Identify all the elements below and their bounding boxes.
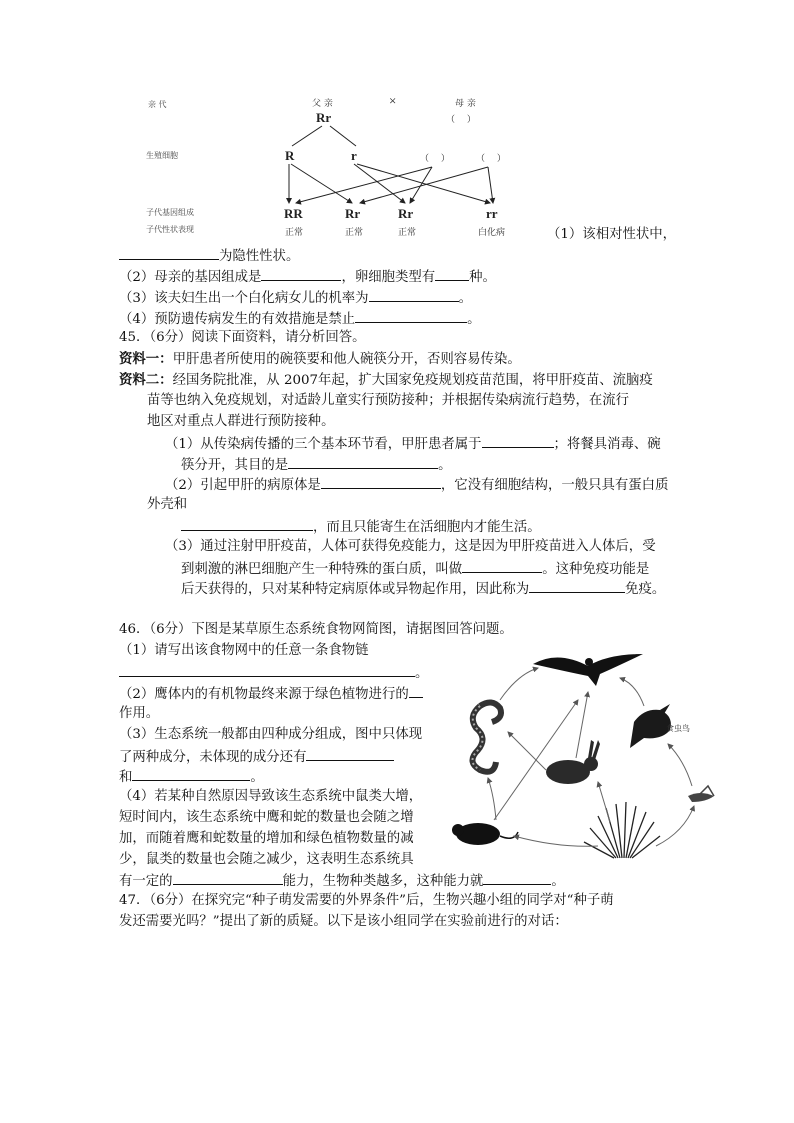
row-label-parents: 亲 代: [148, 100, 167, 109]
father-genotype: Rr: [316, 110, 332, 125]
q45-material-2-line3: 地区对重点人群进行预防接种。: [147, 414, 335, 429]
father-gamete-r: r: [351, 148, 357, 163]
q46-title: 46．（6分）下图是某草原生态系统食物网简图，请据图回答问题。: [119, 622, 513, 637]
q46-sub3-text-d: 。: [250, 770, 264, 785]
q44-part2: [119, 266, 496, 288]
insectivorous-bird-icon: [630, 704, 671, 748]
q46-sub4-l4: 少，鼠类的数量也会随之减少，这表明生态系统具: [119, 852, 414, 867]
row-label-child-phenotype: 子代性状表现: [146, 225, 194, 234]
q44-part3-text: （3）该夫妇生出一个白化病女儿的机率为: [119, 291, 369, 306]
answer-blank[interactable]: [119, 662, 415, 677]
mother-gamete-1: （ ）: [420, 154, 450, 164]
row-label-child-genotype: 子代基因组成: [146, 208, 194, 217]
q44-part4-end: 。: [467, 312, 481, 327]
q44-line2-text: 为隐性性状。: [219, 249, 300, 264]
q45-sub1-text-d: 。: [438, 458, 452, 473]
q45-sub2-text-d: ，而且只能寄生在活细胞内才能生活。: [313, 520, 541, 535]
q45-material-2-line2: 苗等也纳入免疫规划，对适龄儿童实行预防接种；并根据传染病流行趋势，在流行: [147, 393, 630, 408]
food-web-figure: [448, 636, 738, 866]
q45-sub3-cont2: [181, 578, 665, 600]
mouse-icon: [452, 823, 518, 845]
child-genotype-2: Rr: [345, 206, 361, 221]
q44-part1: [547, 225, 676, 245]
answer-blank[interactable]: [529, 578, 625, 593]
q45-sub2-text-b: ，它没有细胞结构，一般只具有蛋白质: [440, 478, 669, 493]
answer-blank[interactable]: [173, 870, 283, 885]
q44-part2-text-c: 种。: [469, 270, 496, 285]
answer-blank[interactable]: [435, 266, 469, 281]
q46-sub4-text-g: 。: [551, 874, 565, 889]
mother-gamete-2: （ ）: [476, 154, 506, 164]
mother-label: 母 亲: [455, 99, 476, 109]
q45-sub3-text-e: 免疫。: [625, 582, 666, 597]
answer-blank[interactable]: [288, 454, 438, 469]
answer-blank[interactable]: [355, 308, 467, 323]
q46-sub1-cont: [119, 662, 428, 684]
q45-sub1: [165, 433, 661, 455]
q46-sub4-text-f: 能力，生物种类越多，这种能力就: [282, 874, 484, 889]
q45-title: 45．（6分）阅读下面资料，请分析回答。: [119, 330, 366, 345]
q45-sub2-cont: 外壳和: [147, 497, 188, 512]
q46-sub2: [119, 683, 423, 705]
q47-line2: 发还需要光吗？”提出了新的质疑。以下是该小组同学在实验前进行的对话：: [119, 914, 568, 929]
grasshopper-icon: [688, 786, 714, 802]
child-phenotype-1: 正常: [285, 228, 304, 238]
answer-blank[interactable]: [369, 287, 459, 302]
material-2-label: 资料二：: [119, 372, 173, 388]
q45-sub3-cont: [181, 558, 649, 580]
snake-icon: [472, 702, 501, 771]
material-1-label: 资料一：: [119, 351, 173, 367]
answer-blank[interactable]: [261, 266, 341, 281]
q45-material-1: [119, 349, 521, 370]
pedigree-diagram: [0, 0, 560, 240]
q45-sub2: [165, 474, 668, 496]
q45-material-2: [119, 370, 653, 391]
q45-sub2-cont2: [181, 516, 541, 538]
q45-sub1-text-c: 筷分开，其目的是: [181, 458, 289, 473]
q44-part4: [119, 308, 481, 330]
answer-blank[interactable]: [483, 870, 551, 885]
answer-blank[interactable]: [321, 474, 441, 489]
father-label: 父 亲: [312, 99, 333, 109]
answer-blank[interactable]: [181, 516, 313, 531]
answer-blank[interactable]: [132, 766, 250, 781]
child-genotype-1: RR: [284, 206, 303, 221]
answer-blank[interactable]: [482, 433, 554, 448]
q44-part3: [119, 287, 472, 309]
q44-part1-text: （1）该相对性状中，: [547, 227, 677, 242]
q46-sub2-cont: 作用。: [119, 706, 160, 721]
q47-line1: 47．（6分）在探究完“种子萌发需要的外界条件”后，生物兴趣小组的同学对“种子萌: [119, 893, 614, 908]
material-1-text: 甲肝患者所使用的碗筷要和他人碗筷分开，否则容易传染。: [172, 352, 521, 367]
material-2-line1: 经国务院批准，从 2007年起，扩大国家免疫规划疫苗范围，将甲肝疫苗、流脑疫: [172, 373, 653, 388]
q45-sub1-cont: [181, 454, 452, 476]
q44-part2-text-b: ，卵细胞类型有: [341, 270, 436, 285]
q46-sub3-text-b: 了两种成分，未体现的成分还有: [119, 750, 307, 765]
q46-sub4-l5: [119, 870, 565, 892]
grass-icon: [584, 802, 660, 858]
q46-sub1-end: 。: [415, 666, 429, 681]
q44-line2: [119, 245, 299, 267]
insectivorous-bird-label: 食虫鸟: [666, 724, 690, 733]
q44-part4-text: （4）预防遗传病发生的有效措施是禁止: [119, 312, 356, 327]
answer-blank[interactable]: [119, 245, 219, 260]
rabbit-icon: [546, 740, 600, 784]
food-web-drawing: [448, 636, 738, 866]
q46-sub4-l1: （4）若某种自然原因导致该生态系统中鼠类大增，: [119, 789, 423, 804]
q46-sub2-text-a: （2）鹰体内的有机物最终来源于绿色植物进行的: [119, 687, 409, 702]
father-gamete-R: R: [285, 148, 295, 163]
q45-sub2-text-a: （2）引起甲肝的病原体是: [165, 478, 321, 493]
q45-sub3-text-d: 后天获得的，只对某种特定病原体或异物起作用，因此称为: [181, 582, 530, 597]
q45-sub3: （3）通过注射甲肝疫苗，人体可获得免疫能力，这是因为甲肝疫苗进入人体后，受: [165, 539, 656, 554]
cross-symbol: ×: [389, 93, 397, 108]
q45-sub3-text-b: 到刺激的淋巴细胞产生一种特殊的蛋白质，叫做: [181, 562, 463, 577]
answer-blank[interactable]: [462, 558, 542, 573]
q46-sub3-text-c: 和: [119, 770, 133, 785]
q46-sub4-l3: 加，而随着鹰和蛇数量的增加和绿色植物数量的减: [119, 831, 414, 846]
q46-sub3-cont2: [119, 766, 264, 788]
pedigree-lines: [0, 0, 560, 240]
q44-part2-text-a: （2）母亲的基因组成是: [119, 270, 262, 285]
child-phenotype-3: 正常: [398, 228, 417, 238]
q45-sub1-text-a: （1）从传染病传播的三个基本环节看，甲肝患者属于: [165, 437, 482, 452]
q44-part3-end: 。: [458, 291, 472, 306]
child-phenotype-4: 白化病: [478, 228, 506, 238]
q46-sub3-cont: [119, 746, 394, 768]
answer-blank[interactable]: [306, 746, 394, 761]
child-genotype-4: rr: [486, 206, 498, 221]
q46-sub4-l2: 短时间内，该生态系统中鹰和蛇的数量也会随之增: [119, 810, 414, 825]
row-label-gametes: 生殖细胞: [146, 151, 178, 160]
child-phenotype-2: 正常: [345, 228, 364, 238]
answer-blank[interactable]: [409, 683, 423, 698]
q46-sub3: （3）生态系统一般都由四种成分组成，图中只体现: [119, 727, 423, 742]
q45-sub3-text-c: 。这种免疫功能是: [542, 562, 650, 577]
mother-genotype: （ ）: [446, 115, 476, 125]
child-genotype-3: Rr: [398, 206, 414, 221]
q45-sub1-text-b: ；将餐具消毒、碗: [553, 437, 661, 452]
q46-sub4-text-e: 有一定的: [119, 874, 173, 889]
q46-sub1: （1）请写出该食物网中的任意一条食物链: [119, 643, 369, 658]
